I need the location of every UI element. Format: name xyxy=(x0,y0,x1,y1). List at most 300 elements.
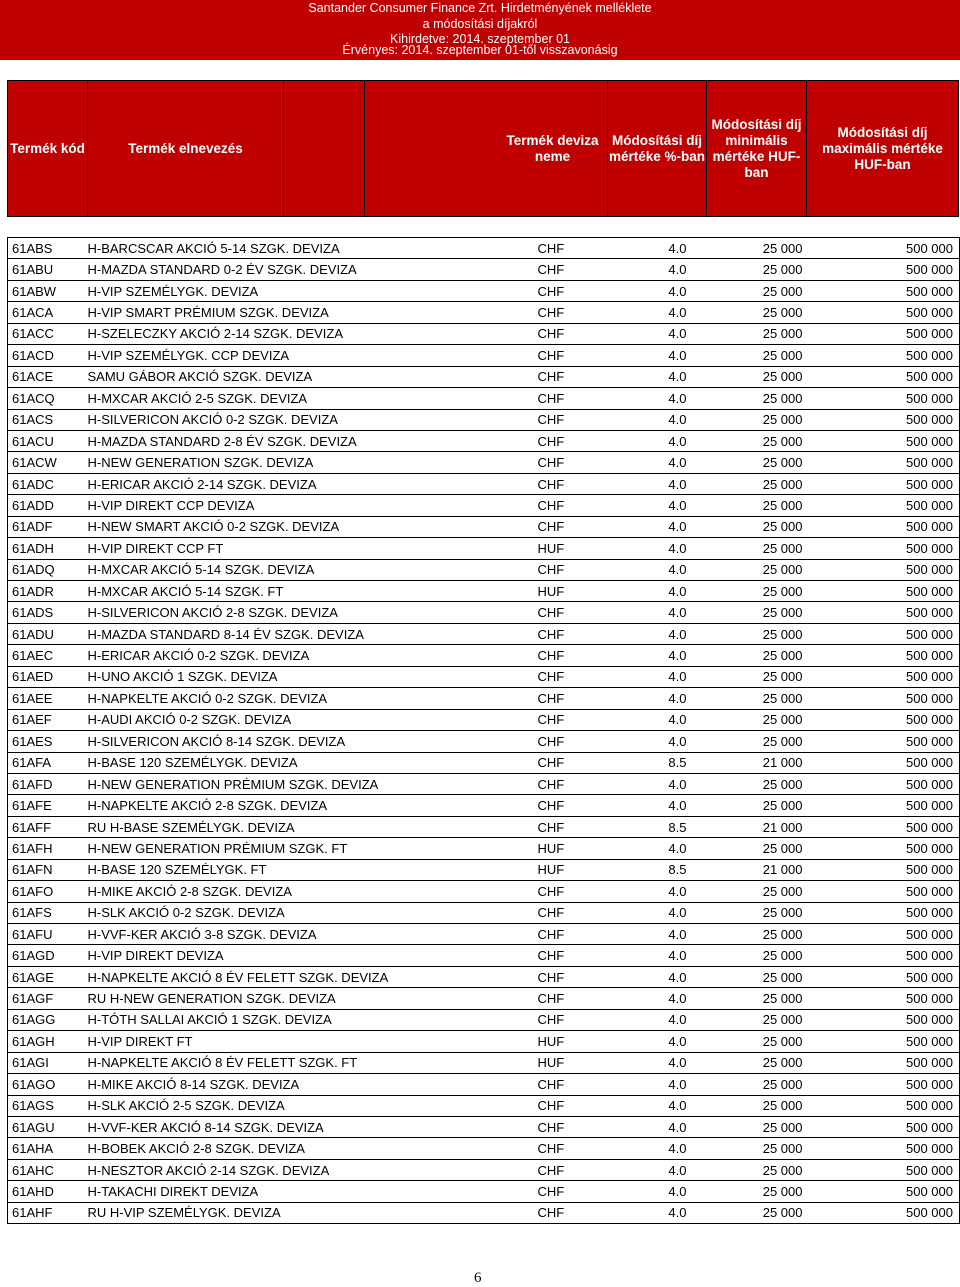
fee-percent-cell: 4.0 xyxy=(608,602,687,623)
table-row xyxy=(8,516,960,537)
fee-percent-cell: 4.0 xyxy=(608,1181,687,1202)
fee-minimum-cell: 25 000 xyxy=(687,709,803,730)
header-line-4: Érvényes: 2014. szeptember 01-től visszavonásig xyxy=(342,43,618,57)
column-header-name: Termék elnevezés xyxy=(88,81,284,216)
currency-cell: CHF xyxy=(538,688,608,709)
fee-minimum-cell: 25 000 xyxy=(687,945,803,966)
fee-percent-cell: 4.0 xyxy=(608,1138,687,1159)
fee-minimum-cell: 25 000 xyxy=(687,1159,803,1180)
fee-percent-cell: 4.0 xyxy=(608,430,687,451)
currency-cell: CHF xyxy=(538,666,608,687)
product-code-cell: 61AFH xyxy=(8,838,88,859)
product-name-cell: H-NEW SMART AKCIÓ 0-2 SZGK. DEVIZA xyxy=(88,516,538,537)
fee-minimum-cell: 25 000 xyxy=(687,345,803,366)
product-code-cell: 61AGE xyxy=(8,966,88,987)
fee-maximum-cell: 500 000 xyxy=(803,259,960,280)
header-line-3: Kihirdetve: 2014. szeptember 01 xyxy=(390,32,570,46)
currency-cell: CHF xyxy=(538,259,608,280)
table-row xyxy=(8,838,960,859)
fee-percent-cell: 4.0 xyxy=(608,902,687,923)
fee-percent-cell: 4.0 xyxy=(608,1095,687,1116)
fee-percent-cell: 4.0 xyxy=(608,366,687,387)
table-row xyxy=(8,1031,960,1052)
fee-maximum-cell: 500 000 xyxy=(803,1159,960,1180)
currency-cell: CHF xyxy=(538,345,608,366)
product-code-cell: 61AGI xyxy=(8,1052,88,1073)
table-row xyxy=(8,473,960,494)
table-row xyxy=(8,581,960,602)
currency-cell: HUF xyxy=(538,1031,608,1052)
fee-maximum-cell: 500 000 xyxy=(803,666,960,687)
currency-cell: CHF xyxy=(538,988,608,1009)
fee-minimum-cell: 21 000 xyxy=(687,859,803,880)
table-row xyxy=(8,602,960,623)
fee-minimum-cell: 25 000 xyxy=(687,1031,803,1052)
fee-minimum-cell: 25 000 xyxy=(687,688,803,709)
product-code-cell: 61ABS xyxy=(8,238,88,259)
fee-maximum-cell: 500 000 xyxy=(803,1031,960,1052)
product-name-cell: H-MXCAR AKCIÓ 5-14 SZGK. DEVIZA xyxy=(88,559,538,580)
fee-maximum-cell: 500 000 xyxy=(803,452,960,473)
fee-minimum-cell: 25 000 xyxy=(687,516,803,537)
fee-minimum-cell: 25 000 xyxy=(687,323,803,344)
fee-maximum-cell: 500 000 xyxy=(803,280,960,301)
fee-percent-cell: 4.0 xyxy=(608,388,687,409)
fee-minimum-cell: 25 000 xyxy=(687,902,803,923)
product-code-cell: 61AFA xyxy=(8,752,88,773)
table-row xyxy=(8,773,960,794)
product-code-cell: 61AEC xyxy=(8,645,88,666)
fee-maximum-cell: 500 000 xyxy=(803,1181,960,1202)
product-name-cell: SAMU GÁBOR AKCIÓ SZGK. DEVIZA xyxy=(88,366,538,387)
fee-minimum-cell: 25 000 xyxy=(687,1095,803,1116)
currency-cell: CHF xyxy=(538,752,608,773)
table-row xyxy=(8,1202,960,1223)
fee-minimum-cell: 25 000 xyxy=(687,1116,803,1137)
product-code-cell: 61ADQ xyxy=(8,559,88,580)
fee-minimum-cell: 25 000 xyxy=(687,473,803,494)
currency-cell: CHF xyxy=(538,1181,608,1202)
fee-percent-cell: 4.0 xyxy=(608,323,687,344)
fee-minimum-cell: 21 000 xyxy=(687,752,803,773)
fee-maximum-cell: 500 000 xyxy=(803,731,960,752)
column-header-name-spacer xyxy=(284,81,365,216)
fee-percent-cell: 4.0 xyxy=(608,559,687,580)
product-code-cell: 61AES xyxy=(8,731,88,752)
fee-maximum-cell: 500 000 xyxy=(803,645,960,666)
product-name-cell: RU H-VIP SZEMÉLYGK. DEVIZA xyxy=(88,1202,538,1223)
currency-cell: CHF xyxy=(538,816,608,837)
table-row xyxy=(8,495,960,516)
currency-cell: HUF xyxy=(538,838,608,859)
fee-maximum-cell: 500 000 xyxy=(803,345,960,366)
fee-maximum-cell: 500 000 xyxy=(803,366,960,387)
table-row xyxy=(8,538,960,559)
fee-maximum-cell: 500 000 xyxy=(803,816,960,837)
product-code-cell: 61ACA xyxy=(8,302,88,323)
fee-percent-cell: 4.0 xyxy=(608,1009,687,1030)
fee-percent-cell: 4.0 xyxy=(608,1074,687,1095)
fee-percent-cell: 4.0 xyxy=(608,409,687,430)
fee-maximum-cell: 500 000 xyxy=(803,881,960,902)
product-code-cell: 61AEF xyxy=(8,709,88,730)
product-name-cell: H-BARCSCAR AKCIÓ 5-14 SZGK. DEVIZA xyxy=(88,238,538,259)
table-row xyxy=(8,302,960,323)
currency-cell: CHF xyxy=(538,238,608,259)
fee-minimum-cell: 25 000 xyxy=(687,773,803,794)
table-column-header xyxy=(7,80,959,217)
header-line-1: Santander Consumer Finance Zrt. Hirdetményének melléklete xyxy=(308,1,652,15)
product-name-cell: H-ERICAR AKCIÓ 2-14 SZGK. DEVIZA xyxy=(88,473,538,494)
product-code-cell: 61ACQ xyxy=(8,388,88,409)
fee-minimum-cell: 25 000 xyxy=(687,731,803,752)
fee-maximum-cell: 500 000 xyxy=(803,516,960,537)
product-name-cell: H-AUDI AKCIÓ 0-2 SZGK. DEVIZA xyxy=(88,709,538,730)
product-name-cell: H-MXCAR AKCIÓ 2-5 SZGK. DEVIZA xyxy=(88,388,538,409)
fee-percent-cell: 4.0 xyxy=(608,838,687,859)
table-row xyxy=(8,924,960,945)
fee-percent-cell: 8.5 xyxy=(608,816,687,837)
product-name-cell: H-VIP DIREKT CCP DEVIZA xyxy=(88,495,538,516)
fee-percent-cell: 4.0 xyxy=(608,473,687,494)
product-name-cell: H-NEW GENERATION SZGK. DEVIZA xyxy=(88,452,538,473)
product-name-cell: H-NEW GENERATION PRÉMIUM SZGK. FT xyxy=(88,838,538,859)
currency-cell: CHF xyxy=(538,516,608,537)
table-row xyxy=(8,238,960,259)
column-header-fee-pct: Módosítási díj mértéke %-ban xyxy=(608,81,707,216)
product-name-cell: H-NESZTOR AKCIÓ 2-14 SZGK. DEVIZA xyxy=(88,1159,538,1180)
fee-percent-cell: 4.0 xyxy=(608,666,687,687)
fee-minimum-cell: 25 000 xyxy=(687,924,803,945)
fee-maximum-cell: 500 000 xyxy=(803,773,960,794)
currency-cell: HUF xyxy=(538,859,608,880)
product-code-cell: 61ACW xyxy=(8,452,88,473)
product-name-cell: H-MIKE AKCIÓ 8-14 SZGK. DEVIZA xyxy=(88,1074,538,1095)
table-row xyxy=(8,666,960,687)
fee-percent-cell: 4.0 xyxy=(608,452,687,473)
fee-maximum-cell: 500 000 xyxy=(803,538,960,559)
table-row xyxy=(8,388,960,409)
table-row xyxy=(8,623,960,644)
table-row xyxy=(8,1009,960,1030)
product-code-cell: 61ADC xyxy=(8,473,88,494)
fee-percent-cell: 4.0 xyxy=(608,945,687,966)
currency-cell: CHF xyxy=(538,645,608,666)
currency-cell: CHF xyxy=(538,1009,608,1030)
fee-percent-cell: 4.0 xyxy=(608,709,687,730)
product-name-cell: H-TAKACHI DIREKT DEVIZA xyxy=(88,1181,538,1202)
fee-minimum-cell: 25 000 xyxy=(687,1181,803,1202)
product-name-cell: H-NAPKELTE AKCIÓ 0-2 SZGK. DEVIZA xyxy=(88,688,538,709)
fee-minimum-cell: 25 000 xyxy=(687,1074,803,1095)
table-row xyxy=(8,1052,960,1073)
fee-maximum-cell: 500 000 xyxy=(803,688,960,709)
fee-percent-cell: 4.0 xyxy=(608,238,687,259)
product-code-cell: 61AGU xyxy=(8,1116,88,1137)
product-code-cell: 61AFF xyxy=(8,816,88,837)
fee-maximum-cell: 500 000 xyxy=(803,1052,960,1073)
fee-percent-cell: 4.0 xyxy=(608,1159,687,1180)
fee-percent-cell: 4.0 xyxy=(608,516,687,537)
table-row xyxy=(8,259,960,280)
fee-minimum-cell: 25 000 xyxy=(687,280,803,301)
product-code-cell: 61ACS xyxy=(8,409,88,430)
product-code-cell: 61AHA xyxy=(8,1138,88,1159)
currency-cell: CHF xyxy=(538,1138,608,1159)
product-code-cell: 61AFE xyxy=(8,795,88,816)
fee-maximum-cell: 500 000 xyxy=(803,1009,960,1030)
product-code-cell: 61ADH xyxy=(8,538,88,559)
fee-percent-cell: 4.0 xyxy=(608,881,687,902)
fee-minimum-cell: 25 000 xyxy=(687,452,803,473)
table-row xyxy=(8,1159,960,1180)
currency-cell: HUF xyxy=(538,581,608,602)
table-row xyxy=(8,902,960,923)
product-name-cell: H-UNO AKCIÓ 1 SZGK. DEVIZA xyxy=(88,666,538,687)
product-name-cell: H-MAZDA STANDARD 8-14 ÉV SZGK. DEVIZA xyxy=(88,623,538,644)
fee-percent-cell: 4.0 xyxy=(608,795,687,816)
fee-percent-cell: 4.0 xyxy=(608,259,687,280)
table-row xyxy=(8,752,960,773)
currency-cell: CHF xyxy=(538,280,608,301)
product-code-cell: 61AFS xyxy=(8,902,88,923)
fee-table xyxy=(7,237,960,1224)
currency-cell: CHF xyxy=(538,1095,608,1116)
table-row xyxy=(8,409,960,430)
fee-maximum-cell: 500 000 xyxy=(803,495,960,516)
product-name-cell: H-VVF-KER AKCIÓ 3-8 SZGK. DEVIZA xyxy=(88,924,538,945)
fee-maximum-cell: 500 000 xyxy=(803,302,960,323)
fee-percent-cell: 4.0 xyxy=(608,924,687,945)
product-name-cell: H-SILVERICON AKCIÓ 0-2 SZGK. DEVIZA xyxy=(88,409,538,430)
fee-maximum-cell: 500 000 xyxy=(803,602,960,623)
fee-percent-cell: 4.0 xyxy=(608,302,687,323)
table-row xyxy=(8,966,960,987)
currency-cell: CHF xyxy=(538,302,608,323)
fee-minimum-cell: 25 000 xyxy=(687,966,803,987)
fee-maximum-cell: 500 000 xyxy=(803,795,960,816)
currency-cell: CHF xyxy=(538,1202,608,1223)
fee-maximum-cell: 500 000 xyxy=(803,945,960,966)
fee-percent-cell: 4.0 xyxy=(608,1031,687,1052)
product-name-cell: H-MAZDA STANDARD 2-8 ÉV SZGK. DEVIZA xyxy=(88,430,538,451)
product-name-cell: H-VIP SZEMÉLYGK. CCP DEVIZA xyxy=(88,345,538,366)
fee-table-body xyxy=(8,238,960,1224)
product-code-cell: 61AFD xyxy=(8,773,88,794)
fee-percent-cell: 4.0 xyxy=(608,731,687,752)
fee-minimum-cell: 25 000 xyxy=(687,495,803,516)
product-name-cell: H-VIP SMART PRÉMIUM SZGK. DEVIZA xyxy=(88,302,538,323)
currency-cell: CHF xyxy=(538,773,608,794)
product-code-cell: 61AFO xyxy=(8,881,88,902)
product-name-cell: H-NAPKELTE AKCIÓ 8 ÉV FELETT SZGK. FT xyxy=(88,1052,538,1073)
currency-cell: CHF xyxy=(538,430,608,451)
product-name-cell: H-NEW GENERATION PRÉMIUM SZGK. DEVIZA xyxy=(88,773,538,794)
fee-percent-cell: 4.0 xyxy=(608,645,687,666)
currency-cell: CHF xyxy=(538,945,608,966)
product-code-cell: 61AGF xyxy=(8,988,88,1009)
product-code-cell: 61AED xyxy=(8,666,88,687)
table-row xyxy=(8,1116,960,1137)
fee-percent-cell: 4.0 xyxy=(608,688,687,709)
fee-minimum-cell: 25 000 xyxy=(687,388,803,409)
currency-cell: CHF xyxy=(538,902,608,923)
currency-cell: CHF xyxy=(538,495,608,516)
fee-minimum-cell: 25 000 xyxy=(687,259,803,280)
table-row xyxy=(8,1181,960,1202)
fee-minimum-cell: 25 000 xyxy=(687,366,803,387)
table-row xyxy=(8,452,960,473)
fee-percent-cell: 4.0 xyxy=(608,1202,687,1223)
table-row xyxy=(8,688,960,709)
fee-maximum-cell: 500 000 xyxy=(803,323,960,344)
fee-percent-cell: 4.0 xyxy=(608,538,687,559)
product-name-cell: RU H-NEW GENERATION SZGK. DEVIZA xyxy=(88,988,538,1009)
fee-minimum-cell: 25 000 xyxy=(687,838,803,859)
fee-minimum-cell: 25 000 xyxy=(687,988,803,1009)
fee-maximum-cell: 500 000 xyxy=(803,623,960,644)
fee-minimum-cell: 25 000 xyxy=(687,538,803,559)
product-name-cell: H-SLK AKCIÓ 0-2 SZGK. DEVIZA xyxy=(88,902,538,923)
fee-percent-cell: 8.5 xyxy=(608,859,687,880)
fee-maximum-cell: 500 000 xyxy=(803,238,960,259)
column-header-code: Termék kód xyxy=(8,81,88,216)
currency-cell: CHF xyxy=(538,709,608,730)
product-code-cell: 61ABU xyxy=(8,259,88,280)
fee-percent-cell: 4.0 xyxy=(608,623,687,644)
table-row xyxy=(8,559,960,580)
product-code-cell: 61ACE xyxy=(8,366,88,387)
currency-cell: CHF xyxy=(538,452,608,473)
page-number: 6 xyxy=(474,1270,482,1286)
fee-maximum-cell: 500 000 xyxy=(803,388,960,409)
currency-cell: CHF xyxy=(538,924,608,945)
fee-percent-cell: 4.0 xyxy=(608,988,687,1009)
currency-cell: CHF xyxy=(538,1074,608,1095)
currency-cell: CHF xyxy=(538,623,608,644)
fee-maximum-cell: 500 000 xyxy=(803,1138,960,1159)
product-code-cell: 61ADU xyxy=(8,623,88,644)
fee-maximum-cell: 500 000 xyxy=(803,752,960,773)
product-name-cell: H-MXCAR AKCIÓ 5-14 SZGK. FT xyxy=(88,581,538,602)
fee-minimum-cell: 25 000 xyxy=(687,430,803,451)
table-row xyxy=(8,280,960,301)
fee-percent-cell: 4.0 xyxy=(608,966,687,987)
fee-percent-cell: 4.0 xyxy=(608,773,687,794)
currency-cell: CHF xyxy=(538,366,608,387)
product-name-cell: H-VVF-KER AKCIÓ 8-14 SZGK. DEVIZA xyxy=(88,1116,538,1137)
fee-minimum-cell: 21 000 xyxy=(687,816,803,837)
column-header-currency: Termék deviza neme xyxy=(498,81,608,216)
product-code-cell: 61AGH xyxy=(8,1031,88,1052)
fee-maximum-cell: 500 000 xyxy=(803,473,960,494)
fee-percent-cell: 4.0 xyxy=(608,1052,687,1073)
product-name-cell: H-SLK AKCIÓ 2-5 SZGK. DEVIZA xyxy=(88,1095,538,1116)
table-row xyxy=(8,881,960,902)
currency-cell: CHF xyxy=(538,1116,608,1137)
product-name-cell: RU H-BASE SZEMÉLYGK. DEVIZA xyxy=(88,816,538,837)
product-name-cell: H-BASE 120 SZEMÉLYGK. DEVIZA xyxy=(88,752,538,773)
currency-cell: CHF xyxy=(538,388,608,409)
fee-percent-cell: 4.0 xyxy=(608,280,687,301)
product-name-cell: H-ERICAR AKCIÓ 0-2 SZGK. DEVIZA xyxy=(88,645,538,666)
fee-maximum-cell: 500 000 xyxy=(803,966,960,987)
fee-maximum-cell: 500 000 xyxy=(803,581,960,602)
product-code-cell: 61ADF xyxy=(8,516,88,537)
product-code-cell: 61AEE xyxy=(8,688,88,709)
table-row xyxy=(8,1074,960,1095)
fee-minimum-cell: 25 000 xyxy=(687,602,803,623)
table-row xyxy=(8,731,960,752)
fee-minimum-cell: 25 000 xyxy=(687,645,803,666)
fee-percent-cell: 4.0 xyxy=(608,345,687,366)
fee-maximum-cell: 500 000 xyxy=(803,859,960,880)
product-code-cell: 61AFU xyxy=(8,924,88,945)
fee-minimum-cell: 25 000 xyxy=(687,666,803,687)
fee-percent-cell: 4.0 xyxy=(608,1116,687,1137)
product-name-cell: H-SILVERICON AKCIÓ 2-8 SZGK. DEVIZA xyxy=(88,602,538,623)
fee-maximum-cell: 500 000 xyxy=(803,1095,960,1116)
product-code-cell: 61ADR xyxy=(8,581,88,602)
table-row xyxy=(8,859,960,880)
fee-percent-cell: 8.5 xyxy=(608,752,687,773)
currency-cell: CHF xyxy=(538,881,608,902)
currency-cell: HUF xyxy=(538,538,608,559)
table-row xyxy=(8,945,960,966)
product-name-cell: H-VIP DIREKT FT xyxy=(88,1031,538,1052)
column-header-fee-max: Módosítási díj maximális mértéke HUF-ban xyxy=(822,124,943,172)
product-name-cell: H-NAPKELTE AKCIÓ 2-8 SZGK. DEVIZA xyxy=(88,795,538,816)
fee-minimum-cell: 25 000 xyxy=(687,409,803,430)
product-code-cell: 61AHC xyxy=(8,1159,88,1180)
column-header-fee-min: Módosítási díj minimális mértéke HUF-ban xyxy=(707,81,807,216)
product-code-cell: 61ACD xyxy=(8,345,88,366)
table-row xyxy=(8,1138,960,1159)
fee-maximum-cell: 500 000 xyxy=(803,409,960,430)
product-code-cell: 61ACU xyxy=(8,430,88,451)
fee-maximum-cell: 500 000 xyxy=(803,1202,960,1223)
product-name-cell: H-NAPKELTE AKCIÓ 8 ÉV FELETT SZGK. DEVIZA xyxy=(88,966,538,987)
currency-cell: CHF xyxy=(538,323,608,344)
header-line-2: a módosítási díjakról xyxy=(422,17,538,31)
product-name-cell: H-MAZDA STANDARD 0-2 ÉV SZGK. DEVIZA xyxy=(88,259,538,280)
product-name-cell: H-TÓTH SALLAI AKCIÓ 1 SZGK. DEVIZA xyxy=(88,1009,538,1030)
product-code-cell: 61AFN xyxy=(8,859,88,880)
fee-minimum-cell: 25 000 xyxy=(687,1202,803,1223)
table-row xyxy=(8,1095,960,1116)
fee-minimum-cell: 25 000 xyxy=(687,559,803,580)
product-name-cell: H-VIP SZEMÉLYGK. DEVIZA xyxy=(88,280,538,301)
currency-cell: CHF xyxy=(538,731,608,752)
currency-cell: CHF xyxy=(538,559,608,580)
product-code-cell: 61ACC xyxy=(8,323,88,344)
table-row xyxy=(8,709,960,730)
fee-maximum-cell: 500 000 xyxy=(803,709,960,730)
product-name-cell: H-MIKE AKCIÓ 2-8 SZGK. DEVIZA xyxy=(88,881,538,902)
product-code-cell: 61AGD xyxy=(8,945,88,966)
product-code-cell: 61ADD xyxy=(8,495,88,516)
fee-minimum-cell: 25 000 xyxy=(687,581,803,602)
table-row xyxy=(8,645,960,666)
fee-maximum-cell: 500 000 xyxy=(803,902,960,923)
product-name-cell: H-VIP DIREKT DEVIZA xyxy=(88,945,538,966)
table-row xyxy=(8,366,960,387)
fee-maximum-cell: 500 000 xyxy=(803,1116,960,1137)
fee-maximum-cell: 500 000 xyxy=(803,430,960,451)
currency-cell: CHF xyxy=(538,1159,608,1180)
fee-maximum-cell: 500 000 xyxy=(803,559,960,580)
product-name-cell: H-BOBEK AKCIÓ 2-8 SZGK. DEVIZA xyxy=(88,1138,538,1159)
